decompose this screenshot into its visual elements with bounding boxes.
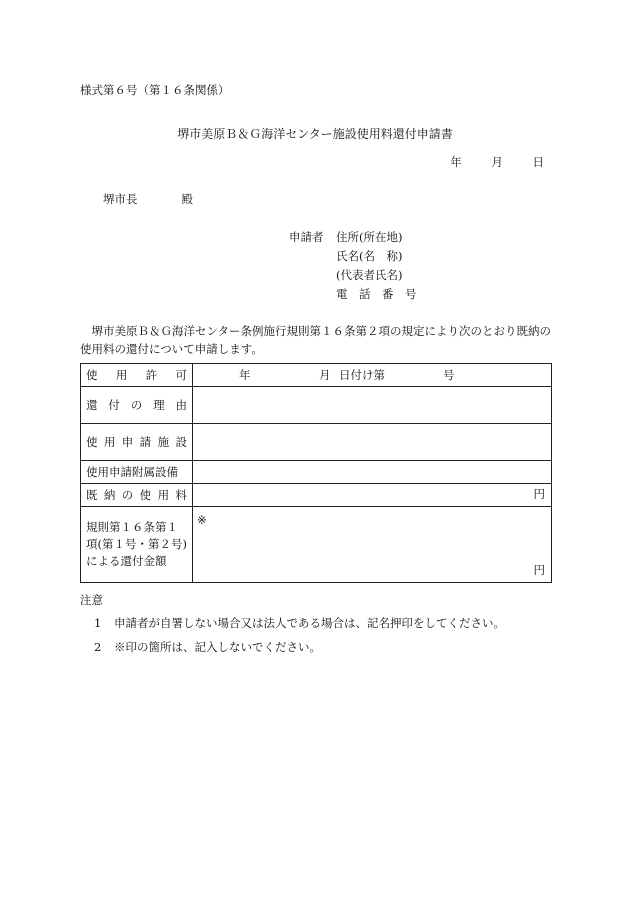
notes-heading: 注意 — [80, 593, 103, 607]
equipment-input[interactable] — [193, 461, 552, 484]
date-line — [424, 156, 544, 170]
label-char: 用 — [115, 368, 128, 382]
label-char: 可 — [175, 368, 187, 382]
permit-label-cell — [81, 364, 193, 387]
label-char: 料 — [175, 488, 187, 502]
facility-input[interactable] — [193, 424, 552, 461]
note-number: 1 — [94, 616, 102, 630]
addressee-honorific: 殿 — [181, 192, 193, 206]
applicant-name-field: 氏名(名 称) — [336, 249, 403, 263]
permit-month: 月 — [319, 368, 331, 382]
permit-value-cell[interactable] — [193, 364, 552, 387]
note-text: ※印の箇所は、記入しないでください。 — [114, 640, 321, 654]
label-char: 付 — [108, 398, 120, 412]
permit-row — [81, 364, 552, 387]
applicant-address-field: 住所(所在地) — [336, 230, 403, 244]
date-year: 年 — [450, 155, 462, 169]
note-item — [94, 641, 321, 655]
label-char: 由 — [175, 398, 187, 412]
label-char: 既 — [86, 488, 98, 502]
note-item — [94, 617, 505, 631]
office-use-mark: ※ — [197, 513, 207, 527]
date-day: 日 — [532, 155, 544, 169]
label-char: 施 — [157, 435, 170, 449]
label-char: 理 — [153, 398, 165, 412]
facility-label — [81, 424, 193, 461]
label-char: 許 — [145, 368, 158, 382]
label-char: 用 — [157, 488, 170, 502]
label-char: 請 — [139, 435, 152, 449]
label-char: 使 — [86, 368, 98, 382]
note-text: 申請者が自署しない場合又は法人である場合は、記名押印をしてください。 — [114, 616, 505, 630]
document-title: 堺市美原Ｂ＆Ｇ海洋センター施設使用料還付申請書 — [177, 127, 453, 141]
refund-form-table — [80, 363, 552, 583]
applicant-label: 申請者 — [289, 230, 324, 244]
equipment-label: 使用申請附属設備 — [81, 461, 193, 484]
facility-row — [81, 424, 552, 461]
refund-amount-yen: 円 — [533, 563, 545, 577]
addressee-name: 堺市長 — [103, 192, 138, 206]
label-letters — [86, 434, 187, 450]
paid-fee-input[interactable] — [193, 484, 552, 507]
label-char: 還 — [86, 398, 98, 412]
refund-amount-row — [81, 507, 552, 583]
refund-amount-input — [193, 507, 552, 583]
paid-fee-yen: 円 — [533, 487, 545, 501]
application-statement: 堺市美原Ｂ＆Ｇ海洋センター条例施行規則第１６条第２項の規定により次のとおり既納の使用料の還付について申請します。 — [80, 324, 552, 357]
label-char: の — [121, 488, 134, 502]
refund-amount-label: 規則第１６条第１項(第１号・第２号)による還付金額 — [81, 507, 193, 583]
label-char: 納 — [103, 488, 116, 502]
label-char: 使 — [139, 488, 152, 502]
paid-fee-label — [81, 484, 193, 507]
refund-reason-label — [81, 387, 193, 424]
permit-number-suffix: 号 — [443, 368, 455, 382]
label-char: 申 — [121, 435, 134, 449]
label-char: 用 — [103, 435, 116, 449]
addressee — [103, 193, 193, 207]
equipment-row — [81, 461, 552, 484]
label-letters — [86, 397, 187, 413]
permit-date-suffix: 日付け第 — [339, 368, 385, 382]
label-char: 設 — [175, 435, 187, 449]
paid-fee-row — [81, 484, 552, 507]
applicant-representative-field: (代表者氏名) — [336, 268, 403, 282]
note-number: 2 — [94, 640, 102, 654]
label-char: の — [130, 398, 143, 412]
refund-reason-input[interactable] — [193, 387, 552, 424]
form-id: 様式第６号（第１６条関係） — [80, 83, 230, 97]
date-month: 月 — [491, 155, 503, 169]
label-letters — [86, 487, 187, 503]
permit-label — [86, 367, 187, 383]
applicant-phone-field: 電 話 番 号 — [336, 287, 417, 301]
label-char: 使 — [86, 435, 98, 449]
refund-reason-row — [81, 387, 552, 424]
permit-year: 年 — [239, 368, 251, 382]
